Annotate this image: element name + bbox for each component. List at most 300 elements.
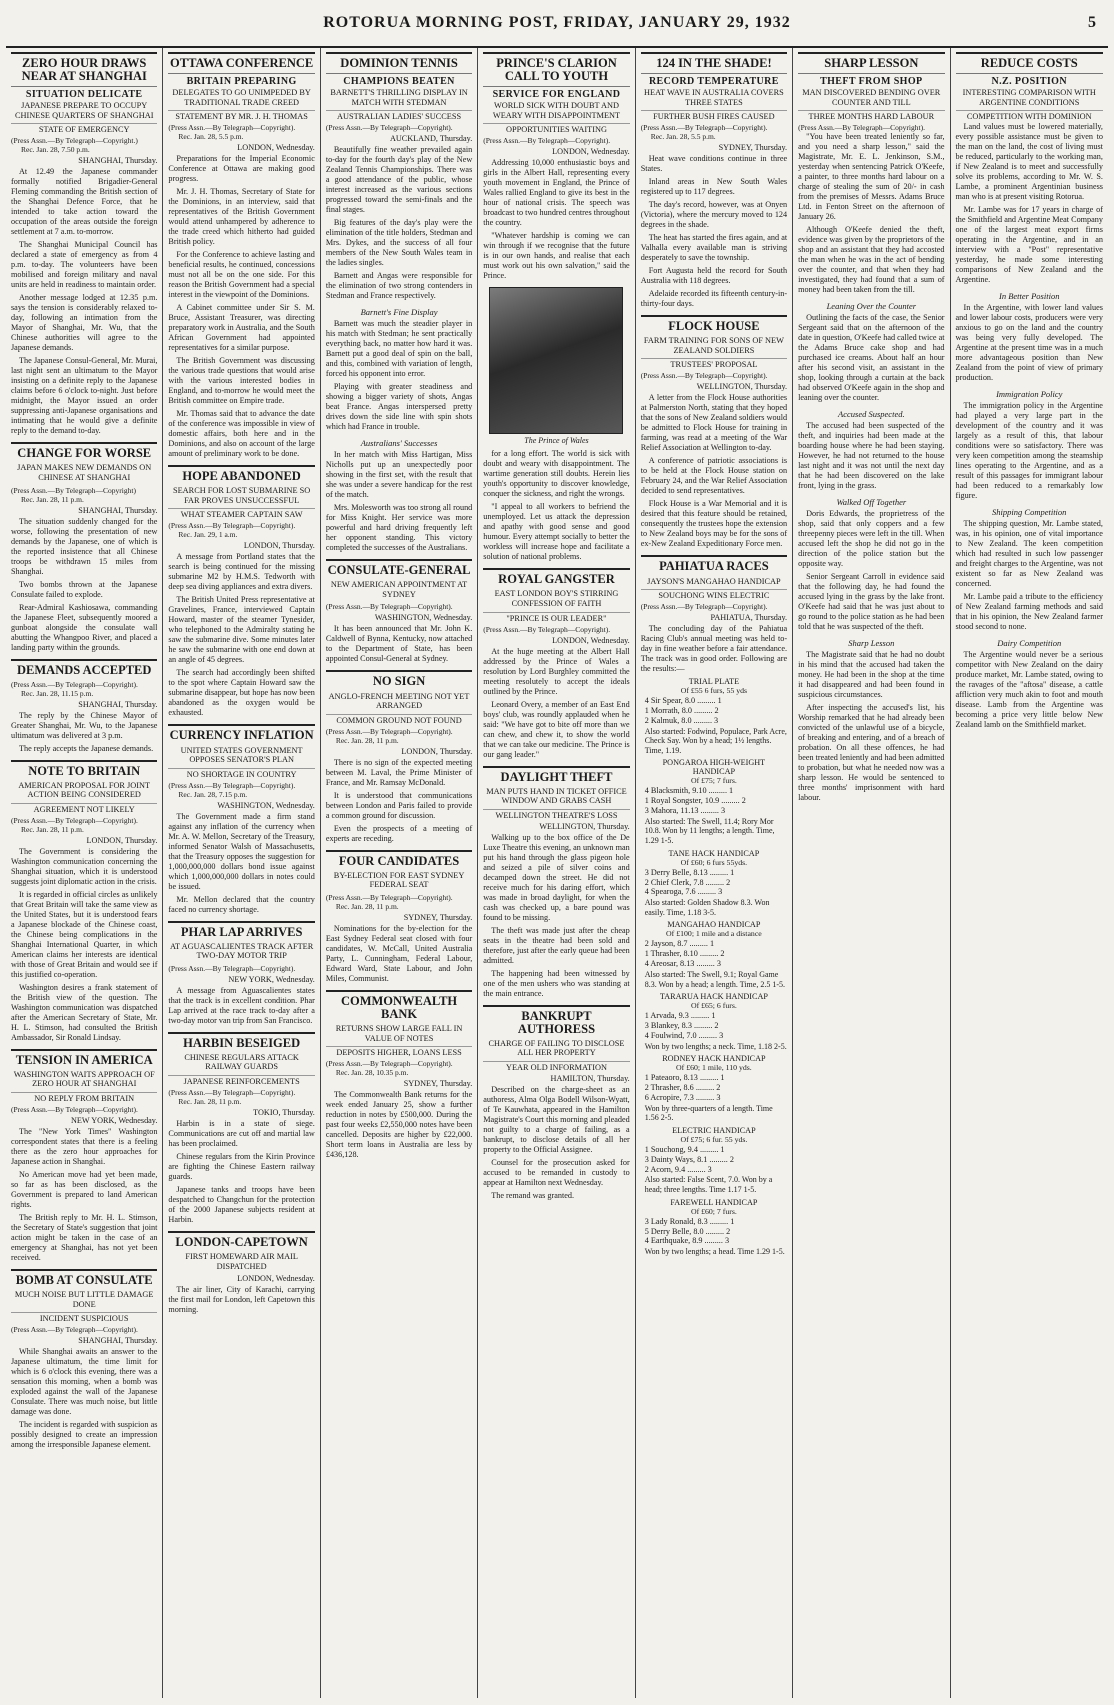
press-credit: (Press Assn.—By Telegraph—Copyright). <box>483 136 611 146</box>
article-columns <box>6 48 1108 1698</box>
dateline: LONDON, Wednesday. <box>552 635 630 645</box>
headline: BANKRUPT AUTHORESS <box>483 1005 629 1036</box>
headline: ZERO HOUR DRAWS NEAR AT SHANGHAI <box>11 52 157 83</box>
dateline: LONDON, Thursday. <box>243 541 315 551</box>
deck: SEARCH FOR LOST SUBMARINE SO FAR PROVES UNSUCCESSFUL <box>173 486 311 505</box>
paragraph: Barnett was much the steadier player in his match with Stedman; he sent practically everything back, no matter how hard it was. Barnett put a good deal of spin on the ball, and this, combined with variation of length, forced his opponent into error. <box>325 319 473 379</box>
paragraph: The incident is regarded with suspicion as possibly designed to create an impression among the irresponsible Japanese element. <box>11 1420 158 1450</box>
race-placing: 3 Blankey, 8.3 ......... 2 <box>644 1020 719 1030</box>
news-story <box>326 990 472 1160</box>
race-name: FAREWELL HANDICAP <box>670 1197 758 1207</box>
paragraph: It is regarded in official circles as unlikely that Great Britain will take the same view as the United States, but it is understood fears a Japanese blockade of the Chinese coast, the Chinese being complications in the Shanghai International Quarter, in which American claims her interests are identical with those of Great Britain and would see if this justified co-operation. <box>11 889 158 979</box>
press-credit: (Press Assn.—By Telegraph—Copyright). <box>168 521 296 531</box>
race-placing: 1 Thrasher, 8.10 ......... 2 <box>644 949 725 959</box>
headline: PAHIATUA RACES <box>641 555 787 573</box>
deck: DELEGATES TO GO UNIMPEDED BY TRADITIONAL TRADE CREED <box>172 88 311 107</box>
paragraph: A message from Portland states that the search is being continued for the missing submarine M2 by H.M.S. Tedworth with deep sea diving appliances and extra divers. <box>168 552 315 592</box>
race-placing: 4 Sir Spear, 8.0 ......... 1 <box>644 696 722 706</box>
dateline: NEW YORK, Wednesday. <box>228 974 315 984</box>
news-story <box>483 766 629 999</box>
dateline: LONDON, Thursday. <box>401 746 473 756</box>
race-terms: Of £75; 6 fur. 55 yds. <box>680 1134 748 1144</box>
news-story <box>11 1269 157 1450</box>
sidehead: Walked Off Together <box>836 497 907 508</box>
paragraph: The British reply to Mr. H. L. Stimson, the Secretary of State's suggestion that joint action might be taken in the case of an emergency at Shanghai, has not yet been received. <box>11 1213 158 1262</box>
news-story <box>168 724 314 914</box>
paragraph: The heat has started the fires again, and at Valhalla every available man is striving desperately to save the township. <box>640 233 788 263</box>
received-date: Rec. Jan. 28, 10.35 p.m. <box>335 1068 409 1078</box>
prince-of-wales-portrait <box>489 287 623 434</box>
subheadline: CHAMPIONS BEATEN <box>326 73 472 87</box>
press-credit: (Press Assn.—By Telegraph—Copyright). <box>325 726 453 736</box>
article-column <box>478 48 635 1698</box>
paragraph: "Whatever hardship is coming we can win through if we recognise that the future is in our own hands, and realise that each must work out his own salvation," said the Prince. <box>483 231 630 281</box>
race-terms: Of £75; 7 furs. <box>690 776 737 786</box>
deck: SOUCHONG WINS ELECTRIC <box>641 589 787 600</box>
paragraph: The Government is considering the Washington communication concerning the Shanghai situation, which it is understood suggests joint diplomatic action in the crisis. <box>11 846 158 886</box>
deck: EAST LONDON BOY'S STIRRING CONFESSION OF FAITH <box>494 589 619 608</box>
sidehead: Dairy Competition <box>997 638 1062 649</box>
paragraph: Beautifully fine weather prevailed again to-day for the fourth day's play of the New Zealand Tennis Championships. There was a good attendance of the public, whose interest increased as the various sections progressed toward the semi-finals and the final stages. <box>325 145 473 215</box>
story-continuation <box>483 287 629 562</box>
received-date: Rec. Jan. 28, 11 p.m. <box>335 901 399 911</box>
paragraph: It has been announced that Mr. John K. Caldwell of Bynna, Kentucky, now attached to the Department of State, has been appointed Consul-General at Sydney. <box>325 624 473 664</box>
headline: DOMINION TENNIS <box>326 52 472 70</box>
deck: WHAT STEAMER CAPTAIN SAW <box>168 508 314 519</box>
headline: LONDON-CAPETOWN <box>168 1231 314 1249</box>
race-note: Won by two lengths; a neck. Time, 1.18 2-5. <box>644 1041 787 1051</box>
deck: AUSTRALIAN LADIES' SUCCESS <box>326 110 472 121</box>
headline: NOTE TO BRITAIN <box>11 760 157 778</box>
paragraph: Nominations for the by-election for the East Sydney Federal seat closed with four candidates, W. McCall, United Australia Party, L. Cunningham, Federal Labour, Edward Ward, State Labour, and John Miles, Communist. <box>325 923 473 983</box>
headline: OTTAWA CONFERENCE <box>168 52 314 70</box>
deck: RETURNS SHOW LARGE FALL IN VALUE OF NOTES <box>335 1024 463 1043</box>
race-placing: 1 Souchong, 9.4 ......... 1 <box>644 1144 725 1154</box>
paragraph: Doris Edwards, the proprietress of the shop, said that only coppers and a few threepenny pieces were left in the till. When accused left the shop he did not go in the direction of the police station but the opposite way. <box>798 509 945 569</box>
press-credit: (Press Assn.—By Telegraph—Copyright). <box>11 815 138 825</box>
news-story <box>641 52 787 309</box>
dateline: SYDNEY, Thursday. <box>403 1079 473 1089</box>
story-continuation <box>956 389 1103 501</box>
race-note: Also started: Golden Shadow 8.3. Won easily. Time, 1.18 3-5. <box>644 898 770 917</box>
race-name: RODNEY HACK HANDICAP <box>662 1054 766 1064</box>
paragraph: Rear-Admiral Kashiosawa, commanding the Japanese Fleet, subsequently moored a gunboat alongside the consulate wall abutting the Whangpoo River, and placed a landing party within the grounds. <box>11 602 158 652</box>
paragraph: The "New York Times" Washington correspondent states that there is a feeling there as the zero hour approaches for Japanese action in Shanghai. <box>11 1127 158 1166</box>
paragraph: The Government made a firm stand against any inflation of the currency when Mr. A. W. Mellon, Secretary of the Treasury, informed Senator Walsh of Massachusetts, that the Treasury opposes the suggestion for 1,000,000,000 dollars bond issue against which 1,000,000,000 dollars in notes could be issued. <box>168 811 315 891</box>
paragraph: Leonard Overy, a member of an East End boys' club, was roundly applauded when he said: "We have got to bite off more than we can chew, and chew it, to show the world that we can take our medicine. The Prince is our gang leader." <box>483 699 630 759</box>
paragraph: Mr. Mellon declared that the country faced no currency shortage. <box>168 894 315 914</box>
paragraph: Described on the charge-sheet as an authoress, Alma Olga Bodell Wilson-Wyatt, of Te Kauwhata, appeared in the Hamilton Magistrate's Court this morning and pleaded not guilty to a charge of failing, as a bankrupt, to disclose details of all her property to the Official Assignee. <box>483 1085 630 1154</box>
paragraph: The Shanghai Municipal Council has declared a state of emergency as from 4 p.m. to-day. The volunteers have been mobilised and foreign military and naval units are held in readiness to maintain order. <box>11 240 158 290</box>
news-story <box>168 921 314 1026</box>
paragraph: The reply accepts the Japanese demands. <box>19 743 154 753</box>
deck: UNITED STATES GOVERNMENT OPPOSES SENATOR'S PLAN <box>180 745 303 765</box>
news-story <box>168 52 314 459</box>
story-continuation <box>956 291 1103 383</box>
deck: WASHINGTON WAITS APPROACH OF ZERO HOUR AT SHANGHAI <box>13 1069 155 1089</box>
headline: 124 IN THE SHADE! <box>641 52 787 70</box>
deck: "PRINCE IS OUR LEADER" <box>483 612 629 623</box>
news-story <box>326 850 472 984</box>
deck: WELLINGTON THEATRE'S LOSS <box>483 809 629 820</box>
deck: NEW AMERICAN APPOINTMENT AT SYDNEY <box>330 580 468 599</box>
headline: FLOCK HOUSE <box>641 315 787 333</box>
deck: JAPANESE PREPARE TO OCCUPY CHINESE QUARTERS OF SHANGHAI <box>14 101 154 120</box>
sidehead: Australians' Successes <box>360 438 438 449</box>
paragraph: The British United Press representative at Gravelines, France, interviewed Captain Howard, master of the steamer Tynesider, who telephoned to the Admiralty stating he saw the submarine dive. Some minutes later he saw the submarine with one end down at an angle of 45 degrees. <box>168 595 315 665</box>
deck: MUCH NOISE BUT LITTLE DAMAGE DONE <box>14 1290 154 1309</box>
dateline: PAHIATUA, Thursday. <box>710 613 788 623</box>
race-name: MANGAHAO HANDICAP <box>667 920 761 930</box>
deck: MAN PUTS HAND IN TICKET OFFICE WINDOW AND GRABS CASH <box>486 786 627 806</box>
paragraph: "You have been treated leniently so far, and you need a sharp lesson," said the Magistrate, Mr. E. L. Jenkinson, S.M., yesterday when sentencing Patrick O'Keefe, a painter, to three months hard labour on a charge of stealing the sum of 20/- in cash from the premises of Messrs. Adams Bruce Ltd. in Fenton Street on the afternoon of January 26. <box>798 132 945 222</box>
paragraph: Although O'Keefe denied the theft, evidence was given by the proprietors of the shop and an assistant that they had accosted the man when he was in the act of bending over the counter, and that when they had investigated, they had found that a sum of money had been taken from the till. <box>798 225 945 295</box>
story-continuation <box>798 638 944 803</box>
dateline: SYDNEY, Thursday. <box>718 143 788 153</box>
received-date: Rec. Jan. 28, 7.15 p.m. <box>178 789 248 799</box>
deck: TRUSTEES' PROPOSAL <box>641 358 787 369</box>
news-story <box>168 1032 314 1225</box>
paragraph: Japanese tanks and troops have been despatched to Changchun for the protection of the 2000 Japanese subjects resident at Harbin. <box>168 1184 315 1224</box>
paragraph: The British Government was discussing the various trade questions that would arise with the various interested bodies in England, and to-morrow he would meet the British committee on Empire trade. <box>168 356 315 406</box>
headline: PRINCE'S CLARION CALL TO YOUTH <box>483 52 629 83</box>
deck: JAPANESE REINFORCEMENTS <box>168 1075 314 1086</box>
news-story <box>168 1231 314 1315</box>
headline: REDUCE COSTS <box>956 52 1103 70</box>
dateline: LONDON, Wednesday. <box>237 143 315 153</box>
press-credit: (Press Assn.—By Telegraph—Copyright). <box>11 679 138 689</box>
paragraph: A letter from the Flock House authorities at Palmerston North, stating that they hoped that the sons of New Zealand soldiers would be admitted to Flock House for training in farming, was read at a meeting of the War Relief Association at Wellington to-day. <box>640 393 788 453</box>
race-placing: 3 Mahora, 11.13 ......... 3 <box>644 806 726 816</box>
race-placing: 1 Pateaoro, 8.13 ......... 1 <box>644 1073 725 1083</box>
race-placing: 5 Derry Belle, 8.0 ......... 2 <box>644 1226 731 1236</box>
story-continuation <box>798 301 944 403</box>
news-story <box>956 52 1103 285</box>
deck: JAPAN MAKES NEW DEMANDS ON CHINESE AT SHANGHAI <box>17 463 152 482</box>
paragraph: Fort Augusta held the record for South Australia with 118 degrees. <box>640 266 788 286</box>
deck: STATEMENT BY MR. J. H. THOMAS <box>168 110 314 121</box>
paragraph: Preparations for the Imperial Economic Conference at Ottawa are making good progress. <box>168 154 315 184</box>
paragraph: At 12.49 the Japanese commander formally notified Brigadier-General Fleming commanding the British section of the Shanghai Defence Force, that he intended to take action toward the occupation of the areas outside the foreign settlement at 7 a.m. to-morrow. <box>11 167 158 237</box>
paragraph: A Cabinet committee under Sir S. M. Bruce, Assistant Treasurer, was directing preparatory work in Australia, and the South African Government had appointed representatives for a similar purpose. <box>168 303 315 353</box>
paragraph: Another message lodged at 12.35 p.m. says the tension is considerably relaxed to-day, following an intimation from the Mayor of Shanghai, Mr. Wu, that the Chinese authorities will agree to the Japanese demands. <box>11 293 158 353</box>
dateline: SHANGHAI, Thursday. <box>78 156 158 166</box>
headline: SHARP LESSON <box>798 52 944 70</box>
dateline: TOKIO, Thursday. <box>253 1107 315 1117</box>
press-credit: (Press Assn.—By Telegraph—Copyright). <box>168 780 296 790</box>
deck: MAN DISCOVERED BENDING OVER COUNTER AND TILL <box>802 88 941 107</box>
race-placing: 1 Arvada, 9.3 ......... 1 <box>644 1011 716 1021</box>
race-placing: 3 Dainty Ways, 8.1 ......... 2 <box>644 1154 734 1164</box>
paragraph: Walking up to the box office of the De Luxe Theatre this evening, an unknown man put his hand through the glass pigeon hole and seized a pile of silver coins and decamped down the street. He did not receive much for his daring effort, which was made in broad daylight, for when the cash was checked up, a bare pound was found to be missing. <box>483 832 630 922</box>
headline: PHAR LAP ARRIVES <box>168 921 314 939</box>
race-placing: 1 Royal Songster, 10.9 ......... 2 <box>644 796 746 806</box>
press-credit: (Press Assn.—By Telegraph—Copyright). <box>798 123 925 133</box>
news-story <box>11 52 157 436</box>
story-continuation <box>798 497 944 632</box>
paragraph: A conference of patriotic associations is to be held at the Flock House station on February 24, and the War Relief Association decided to send representatives. <box>640 456 788 496</box>
race-placing: 2 Kalmuk, 8.0 ......... 3 <box>644 715 719 725</box>
subheadline: SERVICE FOR ENGLAND <box>483 86 629 100</box>
paragraph: Playing with greater steadiness and showing a bigger variety of shots, Angas beat France. Angas interspersed pretty drives down the side line with spin shots which had France in trouble. <box>325 382 473 432</box>
paragraph: At the huge meeting at the Albert Hall addressed by the Prince of Wales a resolution by Lord Burghley committed the meeting resolutely to accept the ideals outlined by the Prince. <box>483 646 630 696</box>
race-placing: 3 Derry Belle, 8.13 ......... 1 <box>644 867 735 877</box>
race-placing: 4 Foulwind, 7.0 ......... 3 <box>644 1030 724 1040</box>
dateline: LONDON, Thursday. <box>86 835 158 845</box>
headline: DAYLIGHT THEFT <box>483 766 629 784</box>
paragraph: Washington desires a frank statement of the British view of the question. The Washington communication was dispatched after the American Secretary of State, Mr. H. L. Stimson, had consulted the British Ambassador, Sir Ronald Lindsay. <box>11 982 158 1042</box>
paragraph: The air liner, City of Karachi, carrying the first mail for London, left Capetown this morning. <box>168 1285 315 1315</box>
news-story <box>11 442 157 652</box>
race-placing: 4 Spearoga, 7.6 ......... 3 <box>644 887 723 897</box>
race-name: PONGAROA HIGH-WEIGHT HANDICAP <box>662 758 766 777</box>
race-note: Won by two lengths; a head. Time 1.29 1-5. <box>644 1247 785 1257</box>
deck: NO SHORTAGE IN COUNTRY <box>168 768 314 779</box>
race-note: Also started: The Swell, 9.1; Royal Game 8.3. Won by a head; a length. Time, 2.5 1-5. <box>644 969 785 989</box>
deck: BY-ELECTION FOR EAST SYDNEY FEDERAL SEAT <box>333 870 465 890</box>
paragraph: The Commonwealth Bank returns for the week ended January 25, show a further reduction in notes by £500,000. During the past four weeks £2,550,000 notes have been cancelled. Deposits are higher by £22,000. Short term loans in Australia are less by £436,128. <box>325 1090 473 1160</box>
news-story <box>483 52 629 281</box>
press-credit: (Press Assn.—By Telegraph—Copyright) <box>11 485 136 495</box>
news-story <box>326 52 472 301</box>
headline: FOUR CANDIDATES <box>326 850 472 868</box>
deck: AGREEMENT NOT LIKELY <box>11 803 157 814</box>
deck: CHARGE OF FAILING TO DISCLOSE ALL HER PROPERTY <box>488 1038 625 1058</box>
race-placing: 2 Chief Clerk, 7.8 ......... 2 <box>644 877 731 887</box>
headline: NO SIGN <box>326 670 472 688</box>
paragraph: It is understood that communications between London and Paris failed to provide a common ground for discussion. <box>325 790 473 820</box>
paragraph: Mr. Lambe was for 17 years in charge of the Smithfield and Argentine Meat Company one of the largest meat export firms operating in the Argentine, and in an interview with a "Post" representative yesterday, he made some interesting comparisons of New Zealand and the Argentine. <box>955 205 1103 285</box>
paragraph: A message from Aguascalientes states that the track is in excellent condition. Phar Lap arrived at the race track to-day after a two-day motor van trip from San Francisco. <box>168 985 315 1025</box>
article-column <box>321 48 478 1698</box>
received-date: Rec. Jan. 28, 11 p.m. <box>21 824 84 834</box>
headline: ROYAL GANGSTER <box>483 568 629 586</box>
deck: NO REPLY FROM BRITAIN <box>11 1092 157 1103</box>
paragraph: Adelaide recorded its fifteenth century-in-thirty-four days. <box>640 289 788 309</box>
race-terms: Of £100; 1 mile and a distance <box>666 929 762 939</box>
race-name: ELECTRIC HANDICAP <box>672 1125 756 1135</box>
dateline: WELLINGTON, Thursday. <box>539 821 630 831</box>
headline: CHANGE FOR WORSE <box>11 442 157 460</box>
headline: CURRENCY INFLATION <box>168 724 314 742</box>
deck: AT AGUASCALIENTES TRACK AFTER TWO-DAY MOTOR TRIP <box>169 941 314 961</box>
paragraph: In her match with Miss Hartigan, Miss Nicholls put up an unexpectedly poor showing in the first set, with the result that she was under a severe handicap for the rest of the match. <box>325 450 473 500</box>
deck: THREE MONTHS HARD LABOUR <box>798 110 944 121</box>
received-date: Rec. Jan. 28, 11 p.m. <box>21 494 84 504</box>
received-date: Rec. Jan. 28, 7.50 p.m. <box>21 145 90 155</box>
paragraph: The remand was granted. <box>491 1191 575 1200</box>
deck: INCIDENT SUSPICIOUS <box>11 1312 157 1323</box>
paragraph: Inland areas in New South Wales registered up to 117 degrees. <box>640 177 788 197</box>
paragraph: The concluding day of the Pahiatua Racing Club's annual meeting was held to-day in fine weather before a fair attendance. The track was in good order. Following are the results:— <box>640 624 788 674</box>
press-credit: (Press Assn.—By Telegraph—Copyright). <box>168 963 296 973</box>
dateline: SHANGHAI, Thursday. <box>78 699 158 709</box>
press-credit: (Press Assn.—By Telegraph—Copyright). <box>640 602 768 612</box>
subheadline: SITUATION DELICATE <box>11 86 157 100</box>
headline: CONSULATE-GENERAL <box>326 559 472 577</box>
paragraph: The immigration policy in the Argentine had played a very large part in the development of the country and it was largely as a result of this, that labour conditions were so satisfactory. There was very keen competition among the steamship lines operating to the Argentine, and as a result of this passages for immigrant labour had been reduced to a remarkably low figure. <box>955 401 1103 501</box>
paragraph: Mr. J. H. Thomas, Secretary of State for the Dominions, in an interview, said that representatives of the British Government would attend unhampered by adherence to the trade creed which hitherto had guided British policy. <box>168 187 315 247</box>
sidehead: Leaning Over the Counter <box>826 301 917 312</box>
page-number: 5 <box>1088 14 1096 31</box>
paragraph: There is no sign of the expected meeting between M. Laval, the Prime Minister of France, and Mr. Ramsay McDonald. <box>325 757 473 787</box>
paragraph: The day's record, however, was at Onyen (Victoria), where the mercury moved to 124 degrees in the shade. <box>640 200 788 230</box>
deck: FURTHER BUSH FIRES CAUSED <box>641 110 787 121</box>
paragraph: No American move had yet been made, so far as has been disclosed, as the Government is prepared to land American rights. <box>11 1170 158 1209</box>
article-column <box>636 48 793 1698</box>
masthead-title: ROTORUA MORNING POST, FRIDAY, JANUARY 29, 1932 <box>323 14 791 31</box>
subheadline: THEFT FROM SHOP <box>798 73 944 87</box>
paragraph: Senior Sergeant Carroll in evidence said that the following day, he had found the accused lying in the grass by the lake front. O'Keefe had said that he was just about to go round to the police station as he had been told that he was suspected of the theft. <box>798 572 945 632</box>
deck: OPPORTUNITIES WAITING <box>483 123 629 134</box>
paragraph: Counsel for the prosecution asked for accused to be remanded in custody to appear at Hamilton next Wednesday. <box>483 1158 630 1187</box>
dateline: WELLINGTON, Thursday. <box>696 382 788 392</box>
paragraph: The accused had been suspected of the theft, and inquiries had been made at the boarding house where he had been staying. However, he had not returned to the house last night and it was not until the next day that he had been discovered on the lake front, lying in the grass. <box>798 421 945 491</box>
news-story <box>641 555 787 1256</box>
race-placing: 6 Acropire, 7.3 ......... 3 <box>644 1092 721 1102</box>
race-note: Also started: Fodwind, Populace, Park Acre, Check Say. Won by a head; 1½ lengths. Time, 1.19. <box>644 726 787 755</box>
press-credit: (Press Assn.—By Telegraph—Copyright). <box>483 624 611 634</box>
race-placing: 3 Lady Ronald, 8.3 ......... 1 <box>644 1216 735 1226</box>
story-continuation <box>326 307 472 432</box>
race-terms: Of £55 6 furs, 55 yds <box>680 686 748 696</box>
press-credit: (Press Assn.—By Telegraph—Copyright). <box>168 123 296 133</box>
paragraph: The theft was made just after the cheap seats in the theatre had been sold and therefore, just after the early queue had been admitted. <box>483 925 630 965</box>
race-name: TARARUA HACK HANDICAP <box>659 992 768 1002</box>
paragraph: Land values must be lowered materially, every possible assistance must be given to the man on the land, the cost of living must be reduced, particularly to the working man, if New Zealand is to meet and successfully solve its problems, according to Mr. W. S. Lambe, a prominent Argentinian business man who is at present visiting Rotorua. <box>955 122 1103 202</box>
race-note: Also started: The Swell, 11.4; Rory Mor 10.8. Won by 11 lengths; a length. Time, 1.29 1-5. <box>644 816 775 846</box>
article-column <box>793 48 950 1698</box>
press-credit: (Press Assn.—By Telegraph—Copyright). <box>325 123 453 133</box>
paragraph: Harbin is in a state of siege. Communications are cut off and martial law has been proclaimed. <box>168 1118 315 1148</box>
deck: STATE OF EMERGENCY <box>11 123 157 134</box>
story-continuation <box>956 507 1103 632</box>
paragraph: In the Argentine, with lower land values and lower labour costs, producers were very anxious to go on the land and the country was being very fully developed. The Argentine at the present time was in a much more advantageous position than New Zealand from the point of view of primary production. <box>955 303 1103 383</box>
race-placing: 2 Thrasher, 8.6 ......... 2 <box>644 1083 721 1093</box>
deck: AMERICAN PROPOSAL FOR JOINT ACTION BEING CONSIDERED <box>18 780 151 800</box>
paragraph: Outlining the facts of the case, the Senior Sergeant said that on the afternoon of the date in question, O'Keefe had called twice at the Adams Bruce cake shop and had purchased ice creams. About half an hour after his second visit, an assistant in the shop, looking through a curtain at the back had observed O'Keefe again in the shop and leaning over the counter. <box>798 313 945 403</box>
deck: JAYSON'S MANGAHAO HANDICAP <box>647 576 781 586</box>
dateline: NEW YORK, Wednesday. <box>70 1116 158 1125</box>
news-story <box>483 1005 629 1201</box>
deck: COMMON GROUND NOT FOUND <box>326 714 472 725</box>
deck: YEAR OLD INFORMATION <box>483 1061 629 1072</box>
news-story <box>798 52 944 295</box>
dateline: LONDON, Wednesday. <box>237 1274 315 1284</box>
headline: COMMONWEALTH BANK <box>326 990 472 1021</box>
received-date: Rec. Jan. 28, 11.15 p.m. <box>21 688 94 698</box>
dateline: SHANGHAI, Thursday. <box>78 505 158 515</box>
dateline: LONDON, Wednesday. <box>552 147 630 157</box>
deck: DEPOSITS HIGHER, LOANS LESS <box>326 1046 472 1057</box>
received-date: Rec. Jan. 28, 11 p.m. <box>178 1096 242 1106</box>
received-date: Rec. Jan. 28, 5.5 p.m. <box>178 132 244 142</box>
news-story <box>326 559 472 664</box>
photo-caption: The Prince of Wales <box>524 436 589 446</box>
paragraph: Mr. Lambe paid a tribute to the efficiency of New Zealand farming methods and said that in his opinion, the New Zealand farmer stood second to none. <box>955 592 1103 632</box>
story-continuation <box>956 638 1103 730</box>
paragraph: While Shanghai awaits an answer to the Japanese ultimatum, the time limit for which is 6 o'clock this evening, there was a sensation this morning, when a bomb was exploded against the wall of the Japanese Consulate. There was much noise, but little damage was done. <box>11 1347 158 1417</box>
headline: BOMB AT CONSULATE <box>11 1269 157 1287</box>
deck: FIRST HOMEWARD AIR MAIL DISPATCHED <box>185 1252 298 1271</box>
paragraph: Mr. Thomas said that to advance the date of the conference was impossible in view of domestic affairs, both here and in the Dominions, and also on account of the large amount of preliminary work to be done. <box>168 409 315 459</box>
deck: COMPETITION WITH DOMINION <box>956 110 1103 121</box>
article-column <box>6 48 163 1698</box>
news-story <box>11 1049 157 1263</box>
sidehead: Shipping Competition <box>992 507 1067 518</box>
paragraph: Two bombs thrown at the Japanese Consulate failed to explode. <box>11 579 158 599</box>
sidehead: In Better Position <box>999 291 1060 302</box>
paragraph: Even the prospects of a meeting of experts are receding. <box>325 823 473 843</box>
received-date: Rec. Jan. 28, 11 p.m. <box>335 735 399 745</box>
race-placing: 4 Areosar, 8.13 ......... 3 <box>644 959 721 969</box>
race-name: TRIAL PLATE <box>688 677 740 687</box>
news-story <box>483 568 629 759</box>
press-credit: (Press Assn.—By Telegraph—Copyright). <box>640 371 768 381</box>
paragraph: The shipping question, Mr. Lambe stated, was, in his opinion, one of vital importance to New Zealand. The keen competition which had resulted in such low passenger and freight charges to the Argentine, was not existent so far as New Zealand was concerned. <box>955 519 1103 589</box>
dateline: WASHINGTON, Wednesday. <box>217 800 315 810</box>
deck: BARNETT'S THRILLING DISPLAY IN MATCH WITH STEDMAN <box>330 88 468 107</box>
paragraph: The search had accordingly been shifted to the spot where Captain Howard saw the submarine disappear, but hope has now been abandoned as the oxygen would be exhausted. <box>168 668 315 718</box>
race-placing: 2 Jayson, 8.7 ......... 1 <box>644 939 715 949</box>
paragraph: Big features of the day's play were the elimination of the title holders, Stedman and Mrs. Dykes, and the success of all four members of the New South Wales team in the ladies singles. <box>325 218 473 268</box>
paragraph: Chinese regulars from the Kirin Province are fighting the Chinese Eastern railway guards. <box>168 1151 315 1181</box>
deck: FARM TRAINING FOR SONS OF NEW ZEALAND SOLDIERS <box>643 336 784 355</box>
paragraph: Barnett and Angas were responsible for the elimination of two strong contenders in Stedman and France respectively. <box>325 271 473 301</box>
press-credit: (Press Assn.—By Telegraph—Copyright). <box>325 1059 453 1069</box>
dateline: WASHINGTON, Wednesday. <box>374 613 473 623</box>
press-credit: (Press Assn.—By Telegraph—Copyright). <box>11 1105 138 1114</box>
paragraph: After inspecting the accused's list, his Worship remarked that he had already been convicted of the unlawful use of a bicycle, of breaking and entering, and of a breach of probation. On all these offences, he had been treated leniently and had been admitted to probation, but what he needed now was a sharp lesson. He would be sentenced to three months' imprisonment with hard labour. <box>798 703 945 803</box>
received-date: Rec. Jan. 28, 5.5 p.m. <box>650 132 716 142</box>
race-placing: 2 Acorn, 9.4 ......... 3 <box>644 1164 712 1174</box>
article-column <box>951 48 1108 1698</box>
dateline: AUCKLAND, Thursday. <box>389 134 473 144</box>
press-credit: (Press Assn.—By Telegraph—Copyright). <box>325 892 453 902</box>
deck: WORLD SICK WITH DOUBT AND WEARY WITH DISAPPOINTMENT <box>492 101 621 120</box>
paragraph: The happening had been witnessed by one of the men ushers who was standing at the main entrance. <box>483 968 630 998</box>
masthead <box>6 0 1108 48</box>
sidehead: Sharp Lesson <box>848 638 895 649</box>
headline: HARBIN BESEIGED <box>168 1032 314 1050</box>
paragraph: The Magistrate said that he had no doubt in his mind that the accused had taken the money. He had been in the shop at the time it had disappeared and had been found in suspicious circumstances. <box>798 650 945 700</box>
deck: HEAT WAVE IN AUSTRALIA COVERS THREE STATES <box>644 88 784 107</box>
sidehead: Barnett's Fine Display <box>360 307 438 318</box>
headline: DEMANDS ACCEPTED <box>11 659 157 677</box>
press-credit: (Press Assn.—By Telegraph—Copyright). <box>11 1325 138 1335</box>
headline: TENSION IN AMERICA <box>11 1049 157 1067</box>
subheadline: N.Z. POSITION <box>956 73 1103 87</box>
race-placing: 4 Earthquake, 8.9 ......... 3 <box>644 1236 730 1246</box>
received-date: Rec. Jan. 29, 1 a.m. <box>178 530 238 540</box>
press-credit: (Press Assn.—By Telegraph—Copyright.) <box>11 136 138 146</box>
paragraph: Heat wave conditions continue in three States. <box>640 154 788 174</box>
paragraph: Flock House is a War Memorial and it is desired that this feature should be retained, consequently the trustees hope the extension to New Zealand boys may be for the sons of ex-New Zealand Expeditionary Force men. <box>640 499 788 549</box>
race-note: Won by three-quarters of a length. Time 1.56 2-5. <box>644 1103 773 1123</box>
paragraph: For the Conference to achieve lasting and beneficial results, he continued, concessions must not all be on the one side. For this reason the British Government had a special interest in the viewpoint of the Dominions. <box>168 250 315 300</box>
race-placing: 1 Morrath, 8.0 ......... 2 <box>644 705 719 715</box>
paragraph: Addressing 10,000 enthusiastic boys and girls in the Albert Hall, representing every youth movement in England, the Prince of Wales rallied England to give its best in the hour of national crisis. The speech was broadcast to two hundred centres throughout the country. <box>483 158 630 228</box>
dateline: SYDNEY, Thursday. <box>403 912 473 922</box>
dateline: SHANGHAI, Thursday. <box>78 1336 158 1346</box>
race-placing: 4 Blacksmith, 9.10 ......... 1 <box>644 786 734 796</box>
press-credit: (Press Assn.—By Telegraph—Copyright). <box>640 123 768 133</box>
paragraph: for a long effort. The world is sick with doubt and weary with disappointment. The wartime generation still doubts. Herein lies youth's opportunity to discover knowledge, conquer the sickness, and right the wrongs. <box>483 449 630 499</box>
article-column <box>163 48 320 1698</box>
news-story <box>168 465 314 718</box>
paragraph: Mrs. Molesworth was too strong all round for Miss Knight. Her service was more powerful and hard driving frequently left her opponent standing. This victory completed the successes of the Australians. <box>325 503 473 553</box>
race-name: TANE HACK HANDICAP <box>668 848 760 858</box>
